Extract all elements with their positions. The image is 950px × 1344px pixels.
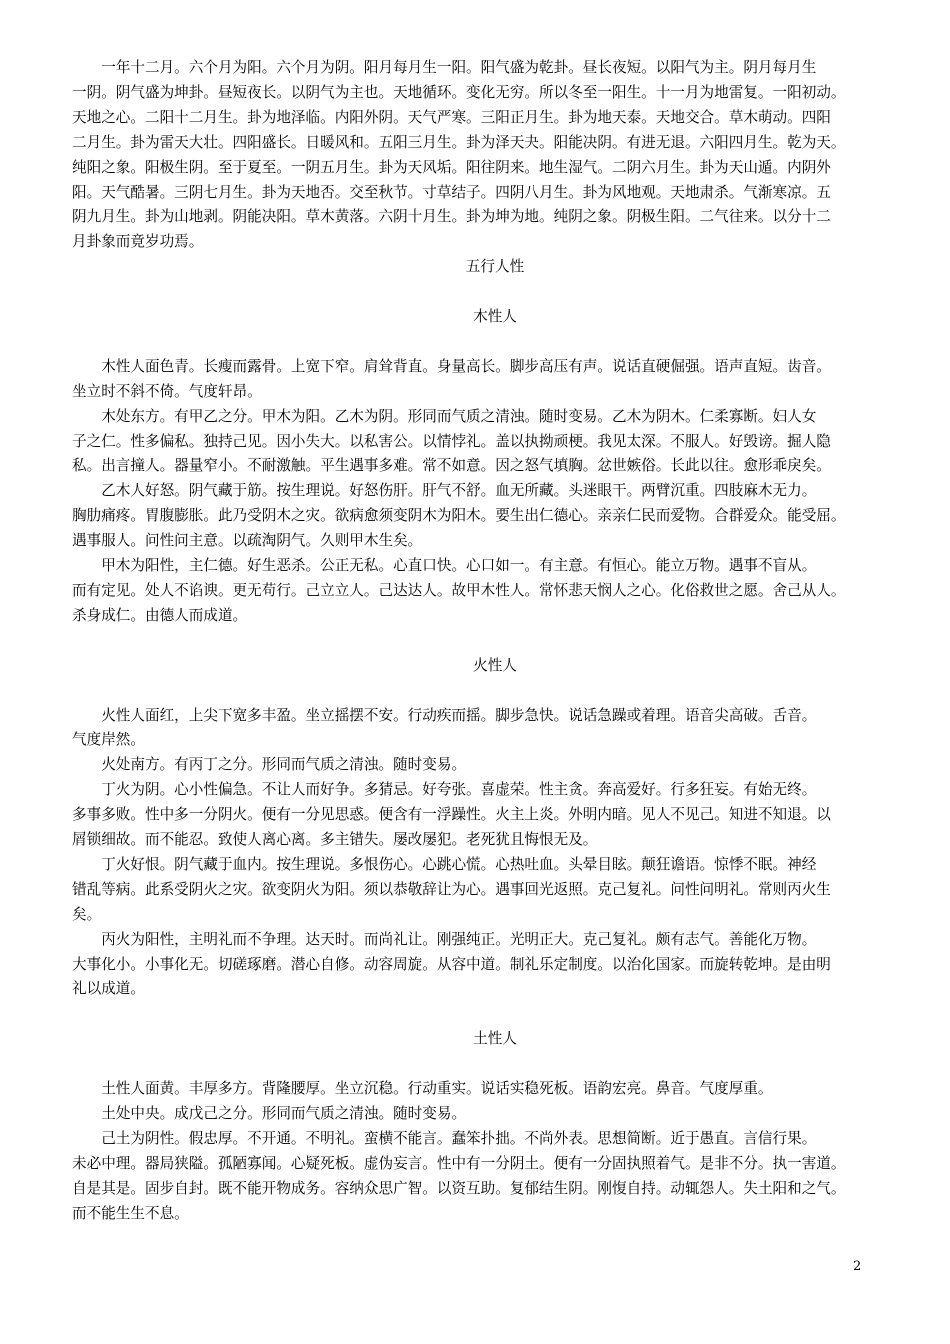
earth-paragraph-1: 土性人面黄。丰厚多方。背隆腰厚。坐立沉稳。行动重实。说话实稳死板。语韵宏亮。鼻音。气度厚重。 bbox=[101, 1080, 773, 1098]
wood-paragraph-2: 木处东方。有甲乙之分。甲木为阳。乙木为阴。形同而气质之清浊。随时变易。乙木为阴木。仁柔寡断。妇人女 子之仁。性多偏私。独持己见。因小失大。以私害公。以情悖礼。盖以执拗顽梗。我见太深。不服人。好毁谤。掘人隐 私。出言撞人。器量窄小。不耐激触。平生遇事多难。常不如意。因之怒气填胸。忿世嫉俗。长此以往。愈形乖戾矣。 bbox=[72, 407, 831, 475]
wood-heading: 木性人 bbox=[473, 308, 517, 326]
fire-paragraph-5: 丙火为阳性，主明礼而不争理。达天时。而尚礼让。刚强纯正。光明正大。克己复礼。颇有志气。善能化万物。 大事化小。小事化无。切磋琢磨。潜心自修。动容周旋。从容中道。制礼乐定制度。以治化国家。而旋转乾坤。是由明 礼以成道。 bbox=[72, 930, 831, 998]
earth-paragraph-3: 己土为阴性。假忠厚。不开通。不明礼。蛮横不能言。蠢笨扑拙。不尚外表。思想简断。近于愚直。言信行果。 未必中理。器局狭隘。孤陋寡闻。心疑死板。虚伪妄言。性中有一分阴土。便有一分固执照着气。是非不分。执一害道。 自是其是。固步自封。既不能开物成务。容纳众思广智。以资互助。复郁结生阴。刚愎自持。动辄怨人。失土阳和之气。 而不能生生不息。 bbox=[72, 1129, 846, 1222]
earth-heading: 土性人 bbox=[473, 1030, 517, 1048]
intro-paragraph: 一年十二月。六个月为阳。六个月为阴。阳月每月生一阳。阳气盛为乾卦。昼长夜短。以阳气为主。阴月每月生 一阴。阴气盛为坤卦。昼短夜长。以阴气为主也。天地循环。变化无穷。所以冬至一阳生。十一月为地雷复。一阳初动。 天地之心。二阳十二月生。卦为地泽临。内阳外阴。天气严寒。三阳正月生。卦为地天泰。天地交合。草木萌动。四阳 二月生。卦为雷天大壮。四阳盛长。日暖风和。五阳三月生。卦为泽天夬。阳能决阴。有进无退。六阳四月生。乾为天。 纯阳之象。阳极生阴。至于夏至。一阴五月生。卦为天风垢。阳往阴来。地生湿气。二阴六月生。卦为天山遁。内阴外 阳。天气酷暑。三阴七月生。卦为天地否。交至秋节。寸草结子。四阴八月生。卦为风地观。天地肃杀。气渐寒凉。五 阴九月生。卦为山地剥。阴能决阳。草木黄落。六阴十月生。卦为坤为地。纯阴之象。阴极生阳。二气往来。以分十二 月卦象而竟岁功焉。 bbox=[72, 59, 846, 251]
page-number: 2 bbox=[853, 1259, 862, 1274]
section-title: 五行人性 bbox=[465, 258, 525, 276]
fire-paragraph-4: 丁火好恨。阴气藏于血内。按生理说。多恨伤心。心跳心慌。心热吐血。头晕目眩。颠狂谵语。惊悸不眠。神经 错乱等病。此系受阴火之灾。欲变阴火为阳。须以恭敬辞让为心。遇事回光返照。克己复礼。问性问明礼。常则丙火生 矣。 bbox=[72, 855, 831, 923]
fire-paragraph-3: 丁火为阴。心小性偏急。不让人而好争。多猜忌。好夸张。喜虚荣。性主贪。奔高爱好。行多狂妄。有始无终。 多事多败。性中多一分阴火。便有一分见思惑。便含有一浮躁性。火主上炎。外明内暗。见人不见己。知进不知退。以 屑锁细故。而不能忍。致使人离心离。多主错失。屡改屡犯。老死犹且悔恨无及。 bbox=[72, 781, 831, 849]
fire-paragraph-1: 火性人面红，上尖下宽多丰盈。坐立摇摆不安。行动疾而摇。脚步急快。说话急躁或着理。语音尖高破。舌音。 气度岸然。 bbox=[72, 706, 817, 749]
fire-paragraph-2: 火处南方。有丙丁之分。形同而气质之清浊。随时变易。 bbox=[101, 756, 467, 774]
earth-paragraph-2: 土处中央。成戊己之分。形同而气质之清浊。随时变易。 bbox=[101, 1104, 467, 1122]
wood-paragraph-1: 木性人面色青。长瘦而露骨。上宽下窄。肩耸背直。身量高长。脚步高压有声。说话直硬倔强。语声直短。齿音。 坐立时不斜不倚。气度轩昂。 bbox=[72, 357, 831, 400]
wood-paragraph-4: 甲木为阳性，主仁德。好生恶杀。公正无私。心直口快。心口如一。有主意。有恒心。能立万物。遇事不盲从。 而有定见。处人不谄谀。更无苟行。己立立人。己达达人。故甲木性人。常怀悲天悯人之心。化俗救世之愿。舍己从人。 杀身成仁。由德人而成道。 bbox=[72, 557, 846, 624]
fire-heading: 火性人 bbox=[473, 656, 517, 674]
document-body bbox=[72, 56, 918, 1227]
wood-paragraph-3: 乙木人好怒。阴气藏于筋。按生理说。好怒伤肝。肝气不舒。血无所藏。头迷眼干。两臂沉重。四肢麻木无力。 胸肋痛疼。胃腹膨胀。此乃受阴木之灾。欲病愈须变阴木为阳木。要生出仁德心。亲亲仁民而爱物。合群爱众。能受屈。 遇事服人。问性问主意。以疏淘阴气。久则甲木生矣。 bbox=[72, 482, 846, 550]
